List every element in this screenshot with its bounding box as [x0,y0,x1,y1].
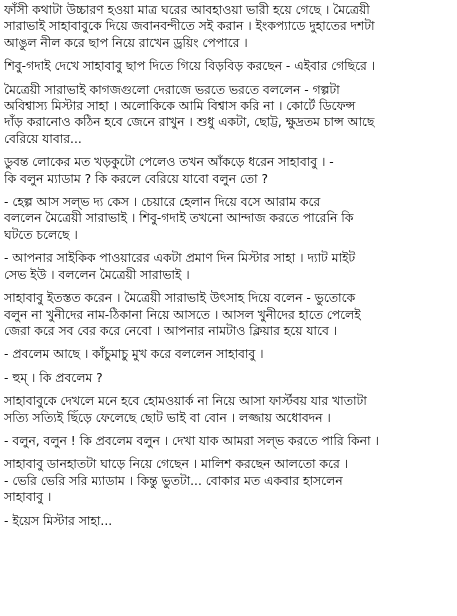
paragraph [4,290,453,339]
text-line: ঘটতে চলেছে । [4,227,78,242]
paragraph [4,250,453,283]
text-line: সত্যি সত্যিই ছিঁড়ে ফেলেছে ছোট ভাই বা বোন । লজ্জায় অধোবদন । [4,410,331,425]
text-line: সাহাবাবু ডানহাতটা ঘাড়ে নিয়ে গেছেন । মালিশ করছেন আলতো করে । [4,457,349,472]
text-line: ডুবন্ত লোকের মত খড়কুটো পেলেও তখন আঁকড়ে ধরেন সাহাবাবু । - [4,155,334,170]
paragraph [4,456,453,505]
text-line: - আপনার সাইকিক পাওয়ারের একটা প্রমাণ দিন মিস্টার সাহা । দ্যাট মাইট [4,251,356,266]
text-line: বলুন না খুনীদের নাম-ঠিকানা নিয়ে আসতে । আসল খুনীদের হাতে পেলেই [4,307,361,322]
paragraph [4,393,453,426]
text-line: সাহাবাবু । [4,490,52,505]
text-line: সারাভাই সাহাবাবুকে দিয়ে জবানবন্দীতে সই করান । ইংকপ্যাডে দুহাতের দশটা [4,19,375,34]
text-line: কি বলুন ম্যাডাম ? কি করলে বেরিয়ে যাবো বলুন তো ? [4,171,269,186]
text-line: - হুম্ । কি প্রবলেম ? [4,370,103,385]
paragraph [4,370,453,386]
text-line: - হেল্প আস সল্ভ দ্য কেস । চেয়ারে হেলান দিয়ে বসে আরাম করে [4,195,321,210]
paragraph [4,194,453,243]
paragraph [4,2,453,51]
paragraph [4,82,453,148]
text-line: শিবু-গদাই দেখে সাহাবাবু ছাপ দিতে গিয়ে বিড়বিড় করছেন - এইবার গেছিরে । [4,59,376,74]
text-line: সাহাবাবুকে দেখলে মনে হবে হোমওয়ার্ক না নিয়ে আসা ফার্স্টবয় যার খাতাটা [4,394,367,409]
paragraph [4,346,453,362]
paragraph [4,58,453,74]
text-line: ফাঁসী কথাটা উচ্চারণ হওয়া মাত্র ঘরের আবহাওয়া ভারী হয়ে গেছে । মৈত্রেয়ী [4,3,370,17]
text-line: - ইয়েস মিস্টার সাহা... [4,513,113,528]
text-line: বেরিয়ে যাবার... [4,131,82,146]
text-line: আঙুল নীল করে ছাপ নিয়ে রাখেন ড্রয়িং পেপারে । [4,35,248,50]
text-line: জেরা করে সব বের করে নেবো । আপনার নামটাও ক্লিয়ার হয়ে যাবে । [4,323,338,338]
text-line: সাহাবাবু ইতস্তত করেন । মৈত্রেয়ী সারাভাই উৎসাহ দিয়ে বলেন - ভুতোকে [4,291,356,306]
text-line: অবিশ্বাস্য মিস্টার সাহা । অলোকিকে আমি বিশ্বাস করি না । কোর্টে ডিফেন্স [4,99,356,114]
paragraph [4,513,453,529]
text-line: - প্রবলেম আছে । কাঁচুমাচু মুখ করে বললেন সাহাবাবু । [4,347,264,362]
text-line: - ভেরি ভেরি সরি ম্যাডাম । কিন্তু ভুতটা... বোকার মত একবার হাসলেন [4,473,343,488]
text-line: - বলুন, বলুন ! কি প্রবলেম বলুন । দেখা যাক আমরা সল্ভ করতে পারি কিনা । [4,433,379,448]
paragraph [4,154,453,187]
text-line: মৈত্রেয়ী সারাভাই কাগজগুলো দেরাজে ভরতে ভরতে বললেন - গল্পটা [4,82,340,97]
text-line: দাঁড় করানোও কঠিন হবে জেনে রাখুন । শুধু একটা, ছোট্ট, ক্ষুদ্রতম চান্স আছে [4,115,375,130]
text-line: সেভ ইউ । বললেন মৈত্রেয়ী সারাভাই । [4,267,190,282]
text-line: বললেন মৈত্রেয়ী সারাভাই । শিবু-গদাই তখনো আন্দাজ করতে পারেনি কি [4,211,354,226]
paragraph [4,433,453,449]
